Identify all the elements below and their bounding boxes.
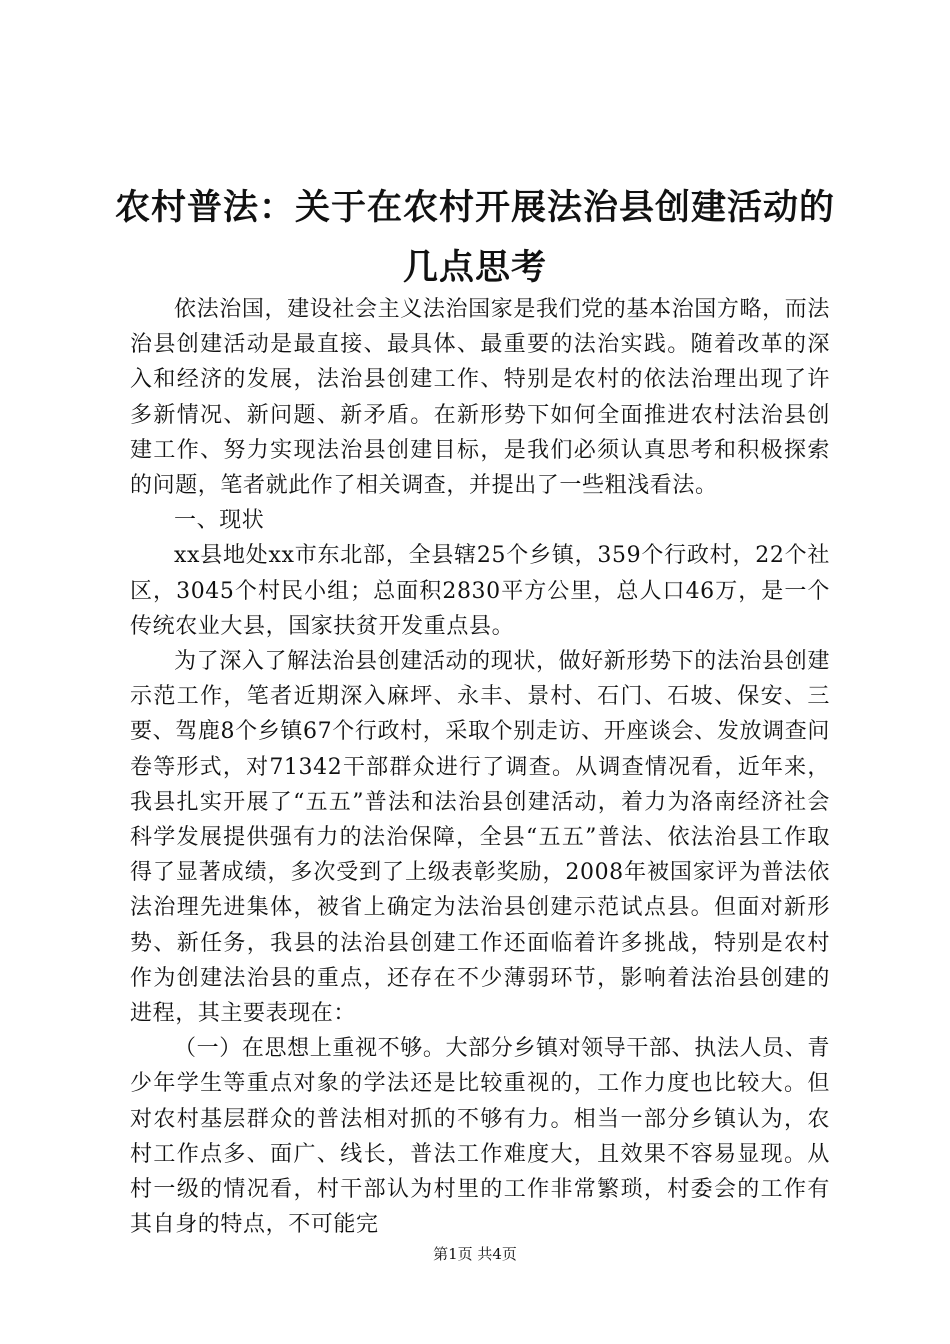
- document-title-line-1: 农村普法：关于在农村开展法治县创建活动的: [114, 187, 835, 228]
- paragraph-point-one: （一）在思想上重视不够。大部分乡镇对领导干部、执法人员、青少年学生等重点对象的学法还是比较重视的，工作力度也比较大。但对农村基层群众的普法相对抓的不够有力。相当一部分乡镇认为，农村工作点多、面广、线长，普法工作难度大，且效果不容易显现。从村一级的情况看，村干部认为村里的工作非常繁琐，村委会的工作有其自身的特点，不可能完: [130, 1036, 830, 1238]
- document-body: [130, 292, 830, 1242]
- section-heading-status: 一、现状: [174, 508, 265, 534]
- paragraph-county-overview: xx县地处xx市东北部，全县辖25个乡镇，359个行政村，22个社区，3045个村民小组；总面积2830平方公里，总人口46万，是一个传统农业大县，国家扶贫开发重点县。: [130, 543, 830, 639]
- page-number-footer: 第1页 共4页: [433, 1245, 517, 1263]
- paragraph-intro: 依法治国，建设社会主义法治国家是我们党的基本治国方略，而法治县创建活动是最直接、最具体、最重要的法治实践。随着改革的深入和经济的发展，法治县创建工作、特别是农村的依法治理出现了许多新情况、新问题、新矛盾。在新形势下如何全面推进农村法治县创建工作、努力实现法治县创建目标，是我们必须认真思考和积极探索的问题，笔者就此作了相关调查，并提出了一些粗浅看法。: [130, 297, 830, 499]
- document-title-line-2: 几点思考: [402, 247, 547, 288]
- paragraph-survey: 为了深入了解法治县创建活动的现状，做好新形势下的法治县创建示范工作，笔者近期深入麻坪、永丰、景村、石门、石坡、保安、三要、驾鹿8个乡镇67个行政村，采取个别走访、开座谈会、发放调查问卷等形式，对71342干部群众进行了调查。从调查情况看，近年来，我县扎实开展了“五五”普法和法治县创建活动，着力为洛南经济社会科学发展提供强有力的法治保障，全县“五五”普法、依法治县工作取得了显著成绩，多次受到了上级表彰奖励，2008年被国家评为普法依法治理先进集体，被省上确定为法治县创建示范试点县。但面对新形势、新任务，我县的法治县创建工作还面临着许多挑战，特别是农村作为创建法治县的重点，还存在不少薄弱环节，影响着法治县创建的进程，其主要表现在：: [130, 649, 830, 1027]
